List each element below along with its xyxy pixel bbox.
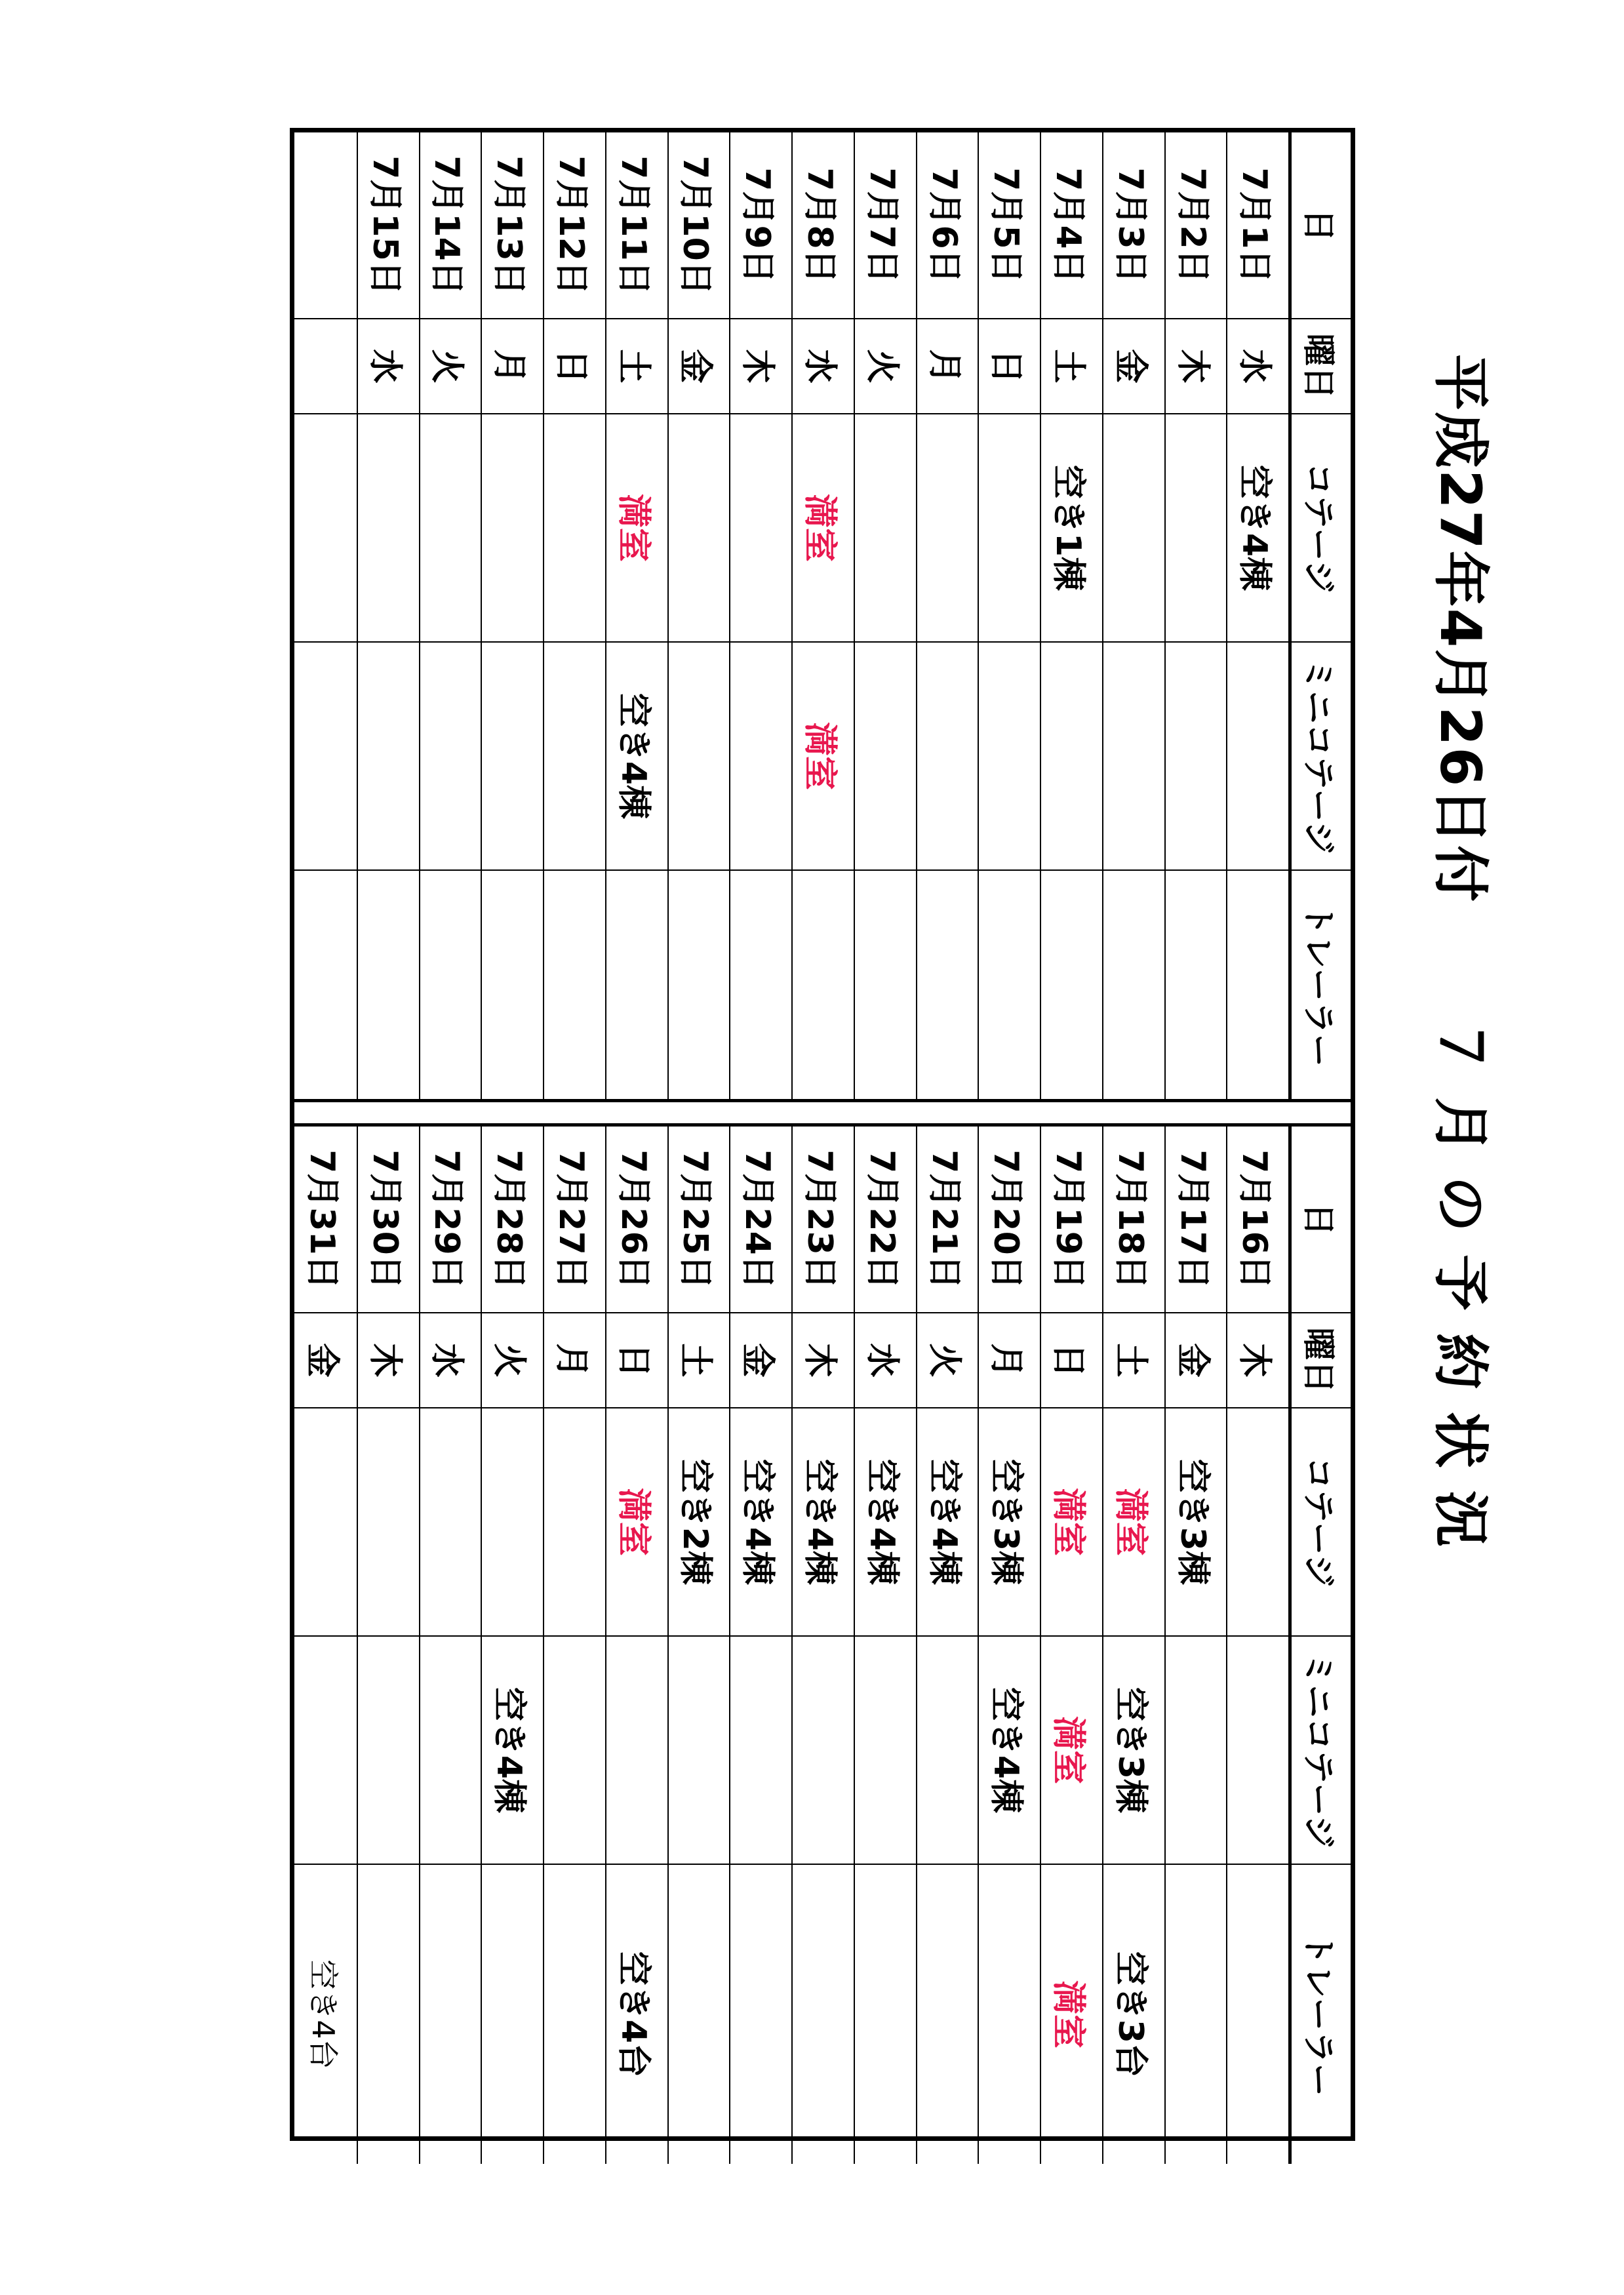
table-row: [357, 1127, 419, 2164]
table-row: [978, 1127, 1040, 2164]
weekday-cell: 水: [358, 319, 419, 414]
weekday-cell: 火: [420, 319, 481, 414]
cottage-status-cell: [482, 1408, 543, 1637]
table-row: [419, 132, 481, 1099]
mini-cottage-status-cell: [294, 1637, 357, 1865]
trailer-status-cell: [544, 1865, 605, 2164]
mini-cottage-status-cell: [730, 1637, 791, 1865]
table-row: [978, 132, 1040, 1099]
mini-cottage-status-cell: [1041, 643, 1102, 871]
table-row: [729, 132, 791, 1099]
header-cottage: コテージ: [1292, 414, 1351, 643]
weekday-cell: 水: [793, 319, 854, 414]
header-date: 日: [1292, 1127, 1351, 1313]
table-row: [667, 132, 730, 1099]
mini-cottage-status-cell: [1103, 643, 1164, 871]
mini-cottage-status-cell: [730, 643, 791, 871]
cottage-status-cell: 空き4棟: [917, 1408, 978, 1637]
trailer-status-cell: [1227, 1865, 1288, 2164]
date-cell: 7月16日: [1227, 1127, 1288, 1313]
date-cell: 7月9日: [730, 132, 791, 319]
weekday-cell: 木: [358, 1313, 419, 1408]
empty-cell: [294, 319, 357, 414]
header-trailer: トレーラー: [1299, 903, 1338, 1067]
weekday-cell: 木: [793, 1313, 854, 1408]
date-cell: 7月8日: [793, 132, 854, 319]
cottage-status-cell: 空き4棟: [1227, 414, 1288, 643]
table-row: [1164, 132, 1227, 1099]
empty-row: [294, 132, 357, 1099]
trailer-status-cell: [669, 1865, 730, 2164]
weekday-cell: 土: [669, 1313, 730, 1408]
weekday-cell: 土: [606, 319, 667, 414]
trailer-status-cell: [669, 871, 730, 1099]
trailer-status-cell: [979, 1865, 1040, 2164]
mini-cottage-status-cell: [793, 1637, 854, 1865]
cottage-status-cell: 空き4棟: [855, 1408, 916, 1637]
trailer-status-cell: [855, 871, 916, 1099]
header-weekday: 曜日: [1292, 1313, 1351, 1408]
weekday-cell: 金: [294, 1313, 357, 1408]
cottage-status-cell: 満室: [606, 414, 667, 643]
empty-cell: [294, 871, 357, 1099]
cottage-status-cell: [1103, 414, 1164, 643]
weekday-cell: 日: [544, 319, 605, 414]
table-row: [605, 1127, 667, 2164]
trailer-status-cell: [606, 871, 667, 1099]
cottage-status-cell: [544, 414, 605, 643]
mini-cottage-status-cell: [1166, 1637, 1227, 1865]
trailer-status-cell: 空き4台: [613, 1951, 653, 2078]
date-cell: 7月23日: [793, 1127, 854, 1313]
table-divider: [294, 1099, 1351, 1127]
empty-cell: [294, 132, 357, 319]
mini-cottage-status-cell: [669, 1637, 730, 1865]
table-row: [481, 1127, 543, 2164]
weekday-cell: 水: [855, 1313, 916, 1408]
cottage-status-cell: 満室: [606, 1408, 667, 1637]
date-cell: 7月13日: [482, 132, 543, 319]
date-cell: 7月2日: [1166, 132, 1227, 319]
weekday-cell: 金: [669, 319, 730, 414]
cottage-status-cell: 満室: [1041, 1408, 1102, 1637]
cottage-status-cell: [1227, 1408, 1288, 1637]
cottage-status-cell: [1166, 414, 1227, 643]
table-row: [294, 1127, 357, 2164]
cottage-status-cell: [669, 414, 730, 643]
table-header-row: [1288, 132, 1351, 1099]
table-first-half: [294, 132, 1351, 1099]
weekday-cell: 金: [1103, 319, 1164, 414]
date-cell: 7月30日: [358, 1127, 419, 1313]
trailer-status-cell: 空き3台: [1110, 1951, 1150, 2078]
weekday-cell: 木: [1166, 319, 1227, 414]
trailer-status-cell: 満室: [1048, 1980, 1088, 2048]
trailer-status-cell: [1227, 871, 1288, 1099]
mini-cottage-status-cell: [979, 643, 1040, 871]
table-row: [1102, 1127, 1164, 2164]
mini-cottage-status-cell: [420, 1637, 481, 1865]
trailer-status-cell: [793, 1865, 854, 2164]
mini-cottage-status-cell: [606, 1637, 667, 1865]
weekday-cell: 日: [1041, 1313, 1102, 1408]
date-cell: 7月10日: [669, 132, 730, 319]
date-cell: 7月3日: [1103, 132, 1164, 319]
date-cell: 7月6日: [917, 132, 978, 319]
reservation-tables: [290, 128, 1355, 2141]
table-row: [543, 132, 605, 1099]
table-row: [916, 1127, 978, 2164]
mini-cottage-status-cell: 空き4棟: [482, 1637, 543, 1865]
weekday-cell: 日: [979, 319, 1040, 414]
trailer-status-cell: [482, 871, 543, 1099]
trailer-status-cell: [358, 871, 419, 1099]
trailer-status-cell: [544, 871, 605, 1099]
date-cell: 7月14日: [420, 132, 481, 319]
table-row: [605, 132, 667, 1099]
trailer-status-cell: [855, 1865, 916, 2164]
table-row: [791, 1127, 854, 2164]
trailer-status-cell: [979, 871, 1040, 1099]
cottage-status-cell: 満室: [1103, 1408, 1164, 1637]
cottage-status-cell: [917, 414, 978, 643]
date-cell: 7月4日: [1041, 132, 1102, 319]
mini-cottage-status-cell: [544, 1637, 605, 1865]
cottage-status-cell: [358, 1408, 419, 1637]
page-title: 平成27年4月26日付 ７ 月 の 予 約 状 況: [1427, 354, 1493, 1548]
empty-cell: [294, 414, 357, 643]
mini-cottage-status-cell: 空き4棟: [979, 1637, 1040, 1865]
cottage-status-cell: [544, 1408, 605, 1637]
mini-cottage-status-cell: [482, 643, 543, 871]
date-cell: 7月27日: [544, 1127, 605, 1313]
table-row: [543, 1127, 605, 2164]
mini-cottage-status-cell: 空き3棟: [1103, 1637, 1164, 1865]
weekday-cell: 月: [979, 1313, 1040, 1408]
trailer-status-cell: [793, 871, 854, 1099]
weekday-cell: 月: [544, 1313, 605, 1408]
date-cell: 7月11日: [606, 132, 667, 319]
date-cell: 7月7日: [855, 132, 916, 319]
trailer-status-cell: 空き4台: [306, 1959, 342, 2069]
cottage-status-cell: [979, 414, 1040, 643]
date-cell: 7月1日: [1227, 132, 1288, 319]
cottage-status-cell: [855, 414, 916, 643]
date-cell: 7月25日: [669, 1127, 730, 1313]
trailer-status-cell: [1166, 871, 1227, 1099]
date-cell: 7月22日: [855, 1127, 916, 1313]
header-cottage: コテージ: [1292, 1408, 1351, 1637]
empty-cell: [294, 643, 357, 871]
date-cell: 7月24日: [730, 1127, 791, 1313]
header-trailer: トレーラー: [1299, 1932, 1338, 2096]
mini-cottage-status-cell: [358, 643, 419, 871]
table-row: [357, 132, 419, 1099]
trailer-status-cell: [1103, 871, 1164, 1099]
weekday-cell: 日: [606, 1313, 667, 1408]
trailer-status-cell: [420, 1865, 481, 2164]
cottage-status-cell: 空き1棟: [1041, 414, 1102, 643]
mini-cottage-status-cell: [669, 643, 730, 871]
mini-cottage-status-cell: [855, 1637, 916, 1865]
weekday-cell: 火: [482, 1313, 543, 1408]
weekday-cell: 水: [420, 1313, 481, 1408]
date-cell: 7月26日: [606, 1127, 667, 1313]
mini-cottage-status-cell: [917, 643, 978, 871]
cottage-status-cell: [294, 1408, 357, 1637]
date-cell: 7月5日: [979, 132, 1040, 319]
table-header-row: [1288, 1127, 1351, 2164]
cottage-status-cell: 空き2棟: [669, 1408, 730, 1637]
table-row: [419, 1127, 481, 2164]
mini-cottage-status-cell: [1227, 643, 1288, 871]
cottage-status-cell: 空き3棟: [979, 1408, 1040, 1637]
trailer-status-cell: [482, 1865, 543, 2164]
table-row: [1040, 132, 1102, 1099]
cottage-status-cell: 空き4棟: [793, 1408, 854, 1637]
date-cell: 7月15日: [358, 132, 419, 319]
date-cell: 7月21日: [917, 1127, 978, 1313]
weekday-cell: 水: [1227, 319, 1288, 414]
trailer-status-cell: [1166, 1865, 1227, 2164]
cottage-status-cell: 空き3棟: [1166, 1408, 1227, 1637]
trailer-status-cell: [730, 1865, 791, 2164]
date-cell: 7月19日: [1041, 1127, 1102, 1313]
trailer-status-cell: [917, 871, 978, 1099]
trailer-status-cell: [420, 871, 481, 1099]
header-mini-cottage: ミニコテージ: [1292, 643, 1351, 871]
weekday-cell: 金: [1166, 1313, 1227, 1408]
mini-cottage-status-cell: [917, 1637, 978, 1865]
table-row: [729, 1127, 791, 2164]
cottage-status-cell: 満室: [793, 414, 854, 643]
cottage-status-cell: 空き4棟: [730, 1408, 791, 1637]
trailer-status-cell: [917, 1865, 978, 2164]
mini-cottage-status-cell: [855, 643, 916, 871]
table-row: [854, 1127, 916, 2164]
mini-cottage-status-cell: [1227, 1637, 1288, 1865]
mini-cottage-status-cell: 満室: [793, 643, 854, 871]
weekday-cell: 木: [1227, 1313, 1288, 1408]
header-mini-cottage: ミニコテージ: [1292, 1637, 1351, 1865]
weekday-cell: 火: [855, 319, 916, 414]
table-row: [481, 132, 543, 1099]
weekday-cell: 土: [1103, 1313, 1164, 1408]
mini-cottage-status-cell: 満室: [1041, 1637, 1102, 1865]
cottage-status-cell: [420, 414, 481, 643]
weekday-cell: 土: [1041, 319, 1102, 414]
mini-cottage-status-cell: 空き4棟: [606, 643, 667, 871]
date-cell: 7月18日: [1103, 1127, 1164, 1313]
cottage-status-cell: [358, 414, 419, 643]
weekday-cell: 金: [730, 1313, 791, 1408]
date-cell: 7月20日: [979, 1127, 1040, 1313]
cottage-status-cell: [482, 414, 543, 643]
date-cell: 7月29日: [420, 1127, 481, 1313]
table-row: [1164, 1127, 1227, 2164]
table-row: [1226, 1127, 1288, 2164]
weekday-cell: 木: [730, 319, 791, 414]
date-cell: 7月12日: [544, 132, 605, 319]
header-date: 日: [1292, 132, 1351, 319]
table-row: [1040, 1127, 1102, 2164]
date-cell: 7月17日: [1166, 1127, 1227, 1313]
mini-cottage-status-cell: [544, 643, 605, 871]
table-row: [1102, 132, 1164, 1099]
weekday-cell: 月: [482, 319, 543, 414]
trailer-status-cell: [730, 871, 791, 1099]
table-row: [916, 132, 978, 1099]
trailer-status-cell: [1041, 871, 1102, 1099]
table-second-half: [294, 1127, 1351, 2164]
header-weekday: 曜日: [1292, 319, 1351, 414]
mini-cottage-status-cell: [1166, 643, 1227, 871]
cottage-status-cell: [420, 1408, 481, 1637]
date-cell: 7月28日: [482, 1127, 543, 1313]
table-row: [1226, 132, 1288, 1099]
date-cell: 7月31日: [294, 1127, 357, 1313]
trailer-status-cell: [358, 1865, 419, 2164]
table-row: [854, 132, 916, 1099]
table-row: [791, 132, 854, 1099]
weekday-cell: 火: [917, 1313, 978, 1408]
mini-cottage-status-cell: [358, 1637, 419, 1865]
table-row: [667, 1127, 730, 2164]
weekday-cell: 月: [917, 319, 978, 414]
cottage-status-cell: [730, 414, 791, 643]
mini-cottage-status-cell: [420, 643, 481, 871]
